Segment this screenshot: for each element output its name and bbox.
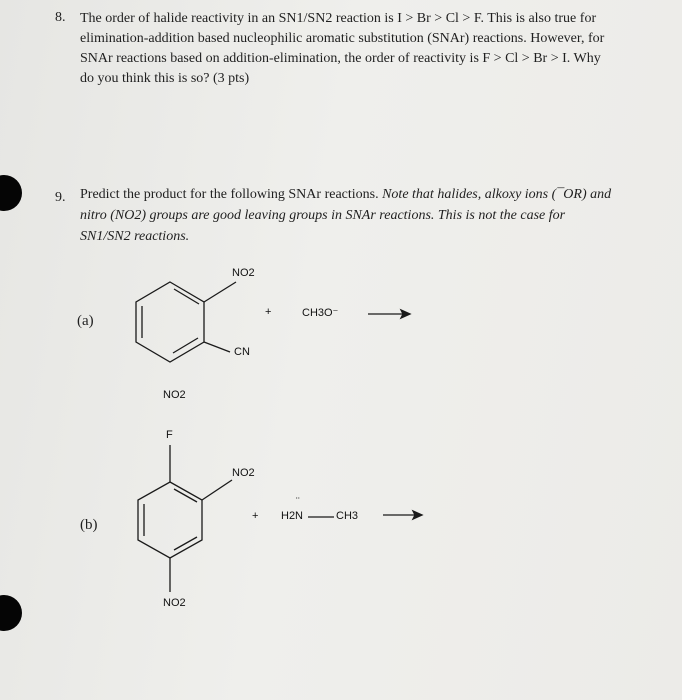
reaction-a-bond-cn bbox=[204, 342, 230, 352]
question-9-line-2: nitro (NO2) groups are good leaving groups in SNAr reactions. This is not the case for bbox=[80, 208, 566, 223]
reaction-a-no2-top: NO2 bbox=[232, 267, 255, 279]
reaction-a-benzene-ring bbox=[136, 282, 204, 362]
reaction-b-lone-pair: ¨ bbox=[296, 496, 300, 508]
reaction-b-amine: H2N bbox=[281, 510, 304, 522]
reaction-b-double-bond-2 bbox=[174, 537, 197, 550]
reaction-a-bond-no2 bbox=[204, 282, 236, 302]
reaction-b-label: (b) bbox=[80, 517, 98, 533]
reaction-a-arrow-head bbox=[401, 310, 410, 318]
question-9-line-3: SN1/SN2 reactions. bbox=[80, 229, 190, 244]
reaction-a-plus: + bbox=[265, 306, 272, 318]
question-8-line-2: elimination-addition based nucleophilic aromatic substitution (SNAr) reactions. However, for bbox=[80, 31, 605, 46]
reaction-b-methyl: CH3 bbox=[336, 510, 359, 522]
reaction-a-cn: CN bbox=[234, 346, 250, 358]
question-8-line-3: SNAr reactions based on addition-elimination, the order of reactivity is F > Cl > Br > I. Why bbox=[80, 51, 601, 66]
question-8-line-1: The order of halide reactivity in an SN1/SN2 reaction is I > Br > Cl > F. This is also true for bbox=[80, 11, 597, 26]
reaction-b-plus: + bbox=[252, 510, 259, 522]
reaction-a-no2-lower: NO2 bbox=[163, 389, 186, 401]
reaction-b-no2-right: NO2 bbox=[232, 467, 255, 479]
question-9-line-1-note: Note that halides, alkoxy ions (¯OR) and bbox=[382, 187, 612, 202]
reaction-a-label: (a) bbox=[77, 313, 94, 329]
question-9-number: 9. bbox=[55, 190, 66, 205]
reaction-b-arrow-head bbox=[413, 511, 422, 519]
reaction-b-bond-no2-right bbox=[202, 480, 232, 500]
question-9-line-1-text: Predict the product for the following SNAr reactions. bbox=[80, 187, 379, 202]
reaction-b-benzene-ring bbox=[138, 482, 202, 558]
question-8-number: 8. bbox=[55, 10, 66, 25]
reaction-a-reagent: CH3O⁻ bbox=[302, 307, 339, 319]
reaction-a-double-bond-2 bbox=[173, 338, 198, 353]
question-8-line-4: do you think this is so? (3 pts) bbox=[80, 71, 250, 86]
reaction-b-f: F bbox=[166, 429, 173, 441]
reaction-b-no2-bottom: NO2 bbox=[163, 597, 186, 609]
